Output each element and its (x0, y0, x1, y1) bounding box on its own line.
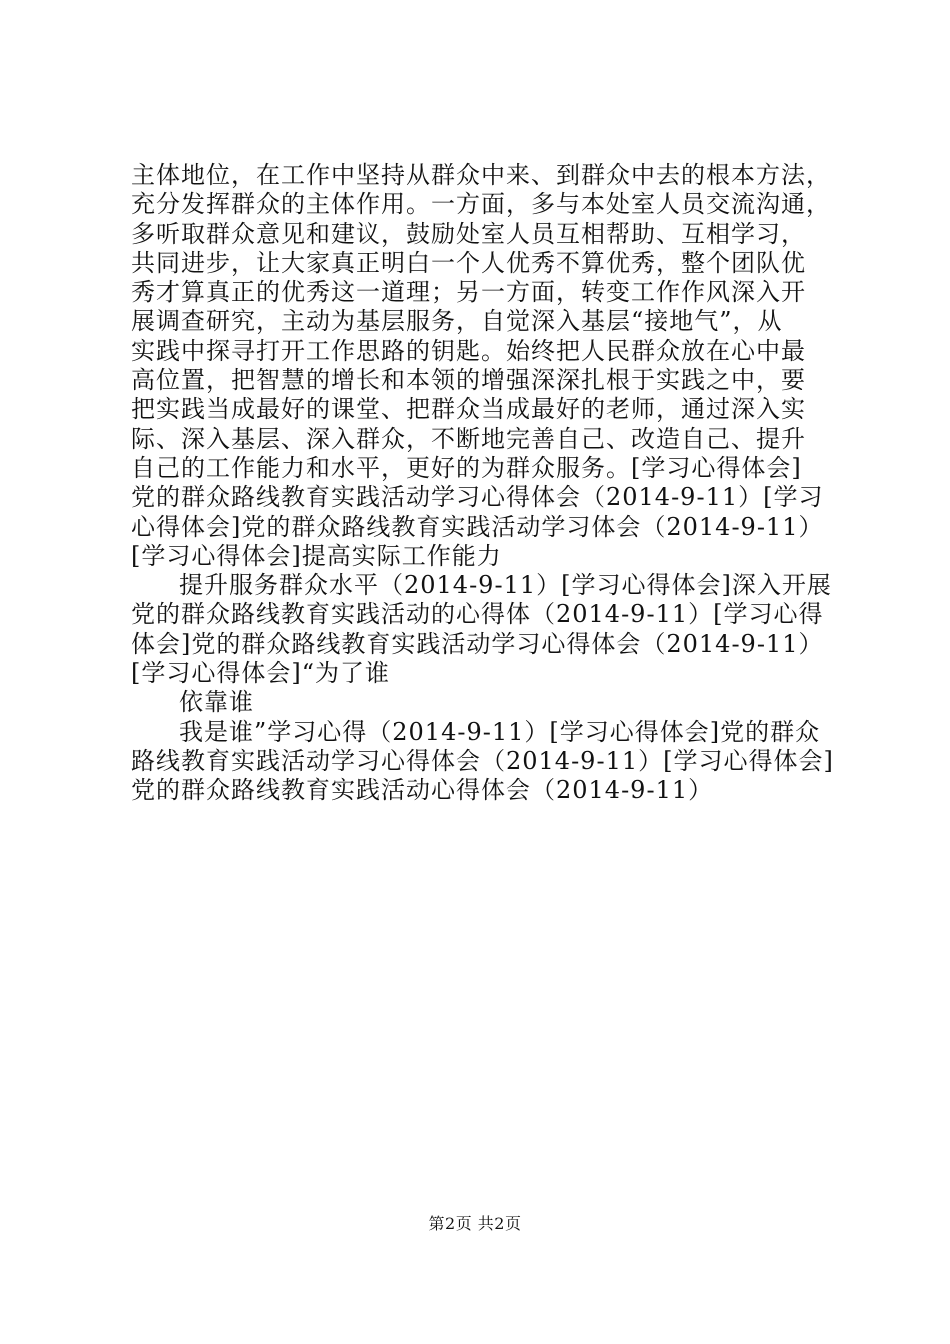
text-line: 心得体会]党的群众路线教育实践活动学习体会（2014-9-11） (131, 512, 824, 541)
text-line-indented: 我是谁”学习心得（2014-9-11）[学习心得体会]党的群众 (179, 717, 821, 746)
text-line: 路线教育实践活动学习心得体会（2014-9-11）[学习心得体会] (131, 746, 834, 775)
text-line-indented: 依靠谁 (179, 688, 254, 717)
text-line: 体会]党的群众路线教育实践活动学习心得体会（2014-9-11） (131, 629, 824, 658)
text-line: 党的群众路线教育实践活动学习心得体会（2014-9-11）[学习 (131, 483, 824, 512)
text-line: 多听取群众意见和建议，鼓励处室人员互相帮助、互相学习， (131, 219, 806, 248)
document-body (131, 161, 834, 806)
text-line: 主体地位，在工作中坚持从群众中来、到群众中去的根本方法， (131, 161, 831, 189)
text-line: 自己的工作能力和水平，更好的为群众服务。[学习心得体会] (131, 453, 802, 482)
text-line: 党的群众路线教育实践活动心得体会（2014-9-11） (131, 776, 714, 805)
page-number-footer: 第2页 共2页 (428, 1214, 522, 1233)
text-line: 秀才算真正的优秀这一道理；另一方面，转变工作作风深入开 (131, 278, 806, 307)
text-line: 党的群众路线教育实践活动的心得体（2014-9-11）[学习心得 (131, 600, 824, 629)
text-line: 共同进步，让大家真正明白一个人优秀不算优秀，整个团队优 (131, 248, 806, 277)
text-line: 展调查研究，主动为基层服务，自觉深入基层“接地气”，从 (131, 307, 783, 336)
text-line: [学习心得体会]“为了谁 (131, 659, 390, 688)
text-line: 际、深入基层、深入群众，不断地完善自己、改造自己、提升 (131, 424, 806, 453)
text-line: 充分发挥群众的主体作用。一方面，多与本处室人员交流沟通， (131, 190, 831, 219)
text-line: 把实践当成最好的课堂、把群众当成最好的老师，通过深入实 (131, 395, 806, 424)
text-line: 高位置，把智慧的增长和本领的增强深深扎根于实践之中，要 (131, 366, 806, 395)
text-line: 实践中探寻打开工作思路的钥匙。始终把人民群众放在心中最 (131, 336, 806, 365)
text-line-indented: 提升服务群众水平（2014-9-11）[学习心得体会]深入开展 (179, 571, 832, 600)
text-line: [学习心得体会]提高实际工作能力 (131, 541, 502, 570)
